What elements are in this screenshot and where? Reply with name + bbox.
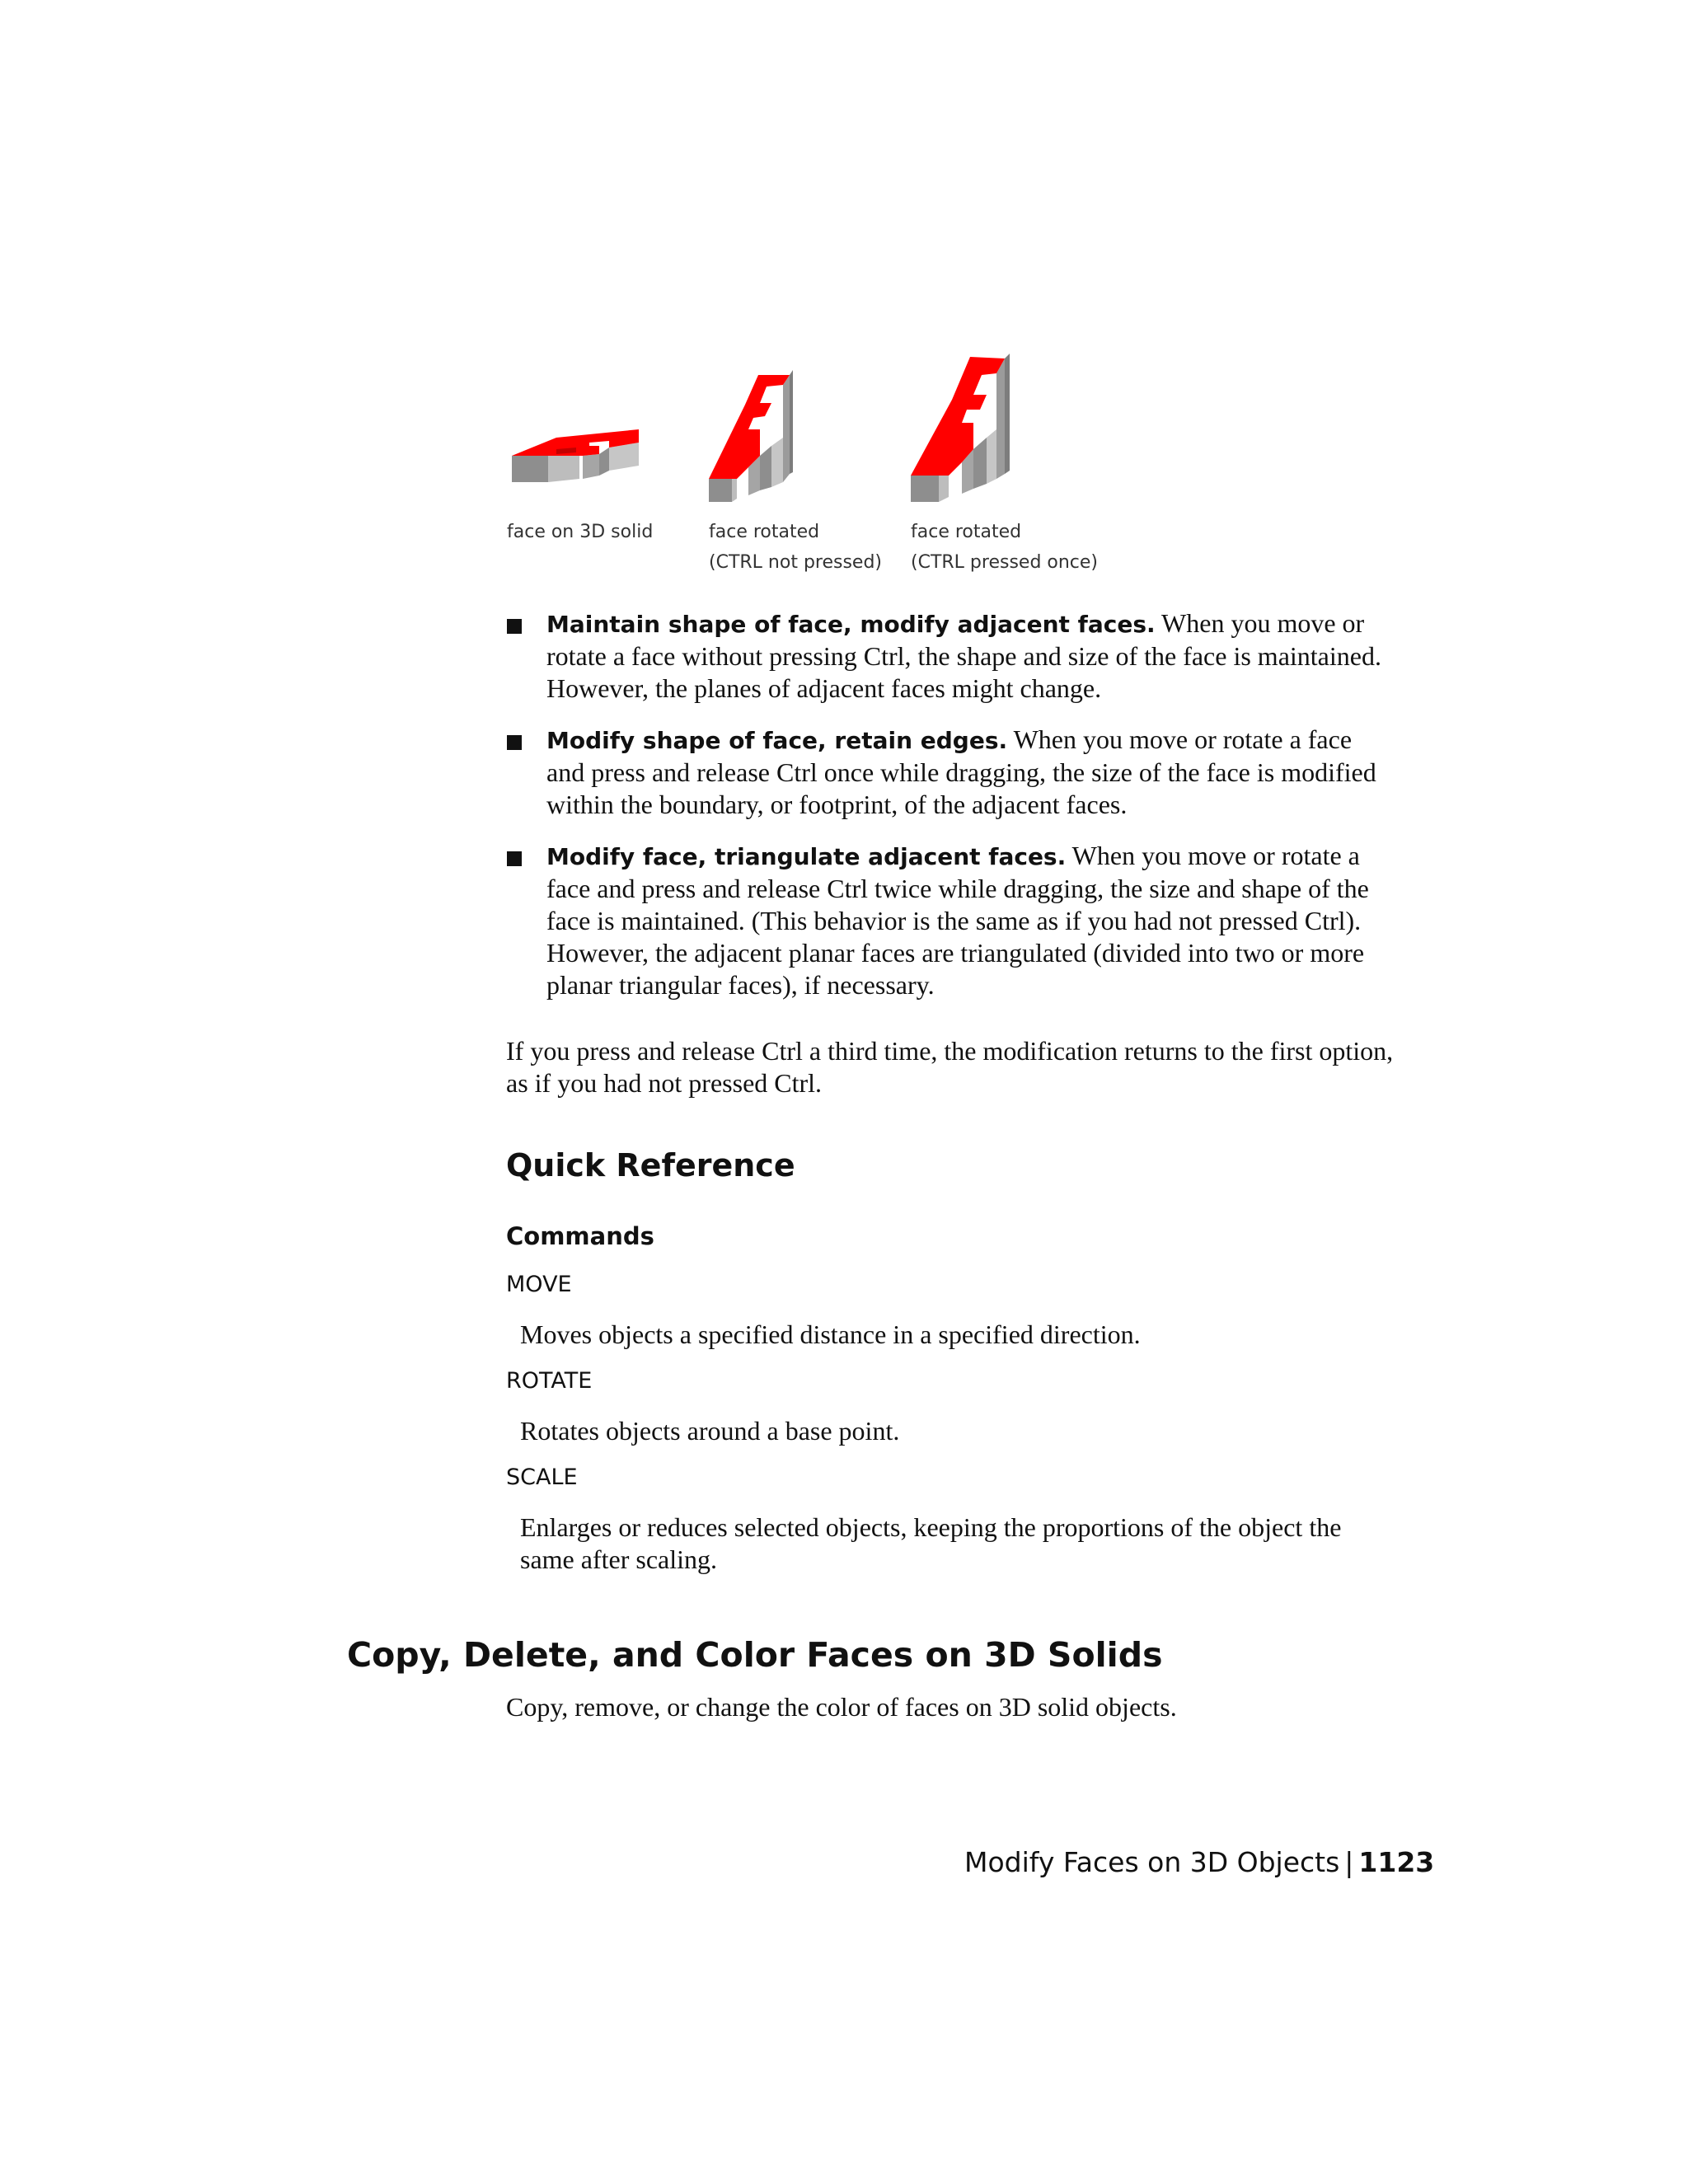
command-name-scale: SCALE — [506, 1465, 578, 1490]
bullet-square-icon — [507, 851, 522, 866]
bullet-body: When you move or rotate a face and press and release Ctrl once while dragging, the size of the face is modified within the boundary, or footprint, of the adjacent faces. — [546, 724, 1376, 819]
bullet-square-icon — [507, 619, 522, 634]
bullet-lead: Modify shape of face, retain edges. — [546, 727, 1008, 754]
figure-caption-3: face rotated (CTRL pressed once) — [911, 522, 1099, 573]
page-number: 1123 — [1358, 1846, 1435, 1878]
figure-caption-1: face on 3D solid — [507, 522, 654, 542]
running-title: Modify Faces on 3D Objects — [964, 1846, 1340, 1878]
command-description-scale: Enlarges or reduces selected objects, keeping the proportions of the object the same after scaling. — [520, 1512, 1342, 1574]
page-footer — [964, 1846, 1435, 1878]
command-name-rotate: ROTATE — [506, 1368, 593, 1394]
bullet-body: When you move or rotate a face and press and release Ctrl twice while dragging, the size and shape of the face is maintained. (This behavior is the same as if you had not pressed Ctrl). However, the adjacent planar faces are triangulated (divided into two or more planar triangular faces), if necessary. — [546, 841, 1369, 1000]
rotated-f-solid-illustration — [709, 359, 857, 507]
command-description-rotate: Rotates objects around a base point. — [520, 1416, 900, 1446]
third-time-paragraph: If you press and release Ctrl a third time, the modification returns to the first option, as if you had not pressed Ctrl. — [506, 1036, 1394, 1098]
list-item — [506, 607, 1392, 705]
list-item — [506, 724, 1392, 821]
section-intro: Copy, remove, or change the color of faces on 3D solid objects. — [506, 1692, 1177, 1722]
face-rotation-figure — [507, 342, 1100, 589]
bullet-lead: Modify face, triangulate adjacent faces. — [546, 843, 1067, 870]
rotated-f-solid-modified-illustration — [911, 350, 1067, 507]
commands-heading: Commands — [506, 1222, 654, 1250]
footer-separator: | — [1344, 1846, 1354, 1878]
quick-reference-heading: Quick Reference — [506, 1147, 795, 1183]
face-modification-options-list — [506, 607, 1392, 1020]
flat-f-solid-illustration — [507, 424, 655, 507]
command-name-move: MOVE — [506, 1272, 572, 1297]
section-heading: Copy, Delete, and Color Faces on 3D Solids — [347, 1635, 1163, 1675]
list-item — [506, 840, 1392, 1001]
command-description-move: Moves objects a specified distance in a specified direction. — [520, 1319, 1141, 1349]
bullet-lead: Maintain shape of face, modify adjacent faces. — [546, 611, 1156, 638]
bullet-body: When you move or rotate a face without pressing Ctrl, the shape and size of the face is maintained. However, the planes of adjacent faces might change. — [546, 608, 1381, 703]
figure-caption-2: face rotated (CTRL not pressed) — [709, 522, 883, 573]
bullet-square-icon — [507, 735, 522, 750]
